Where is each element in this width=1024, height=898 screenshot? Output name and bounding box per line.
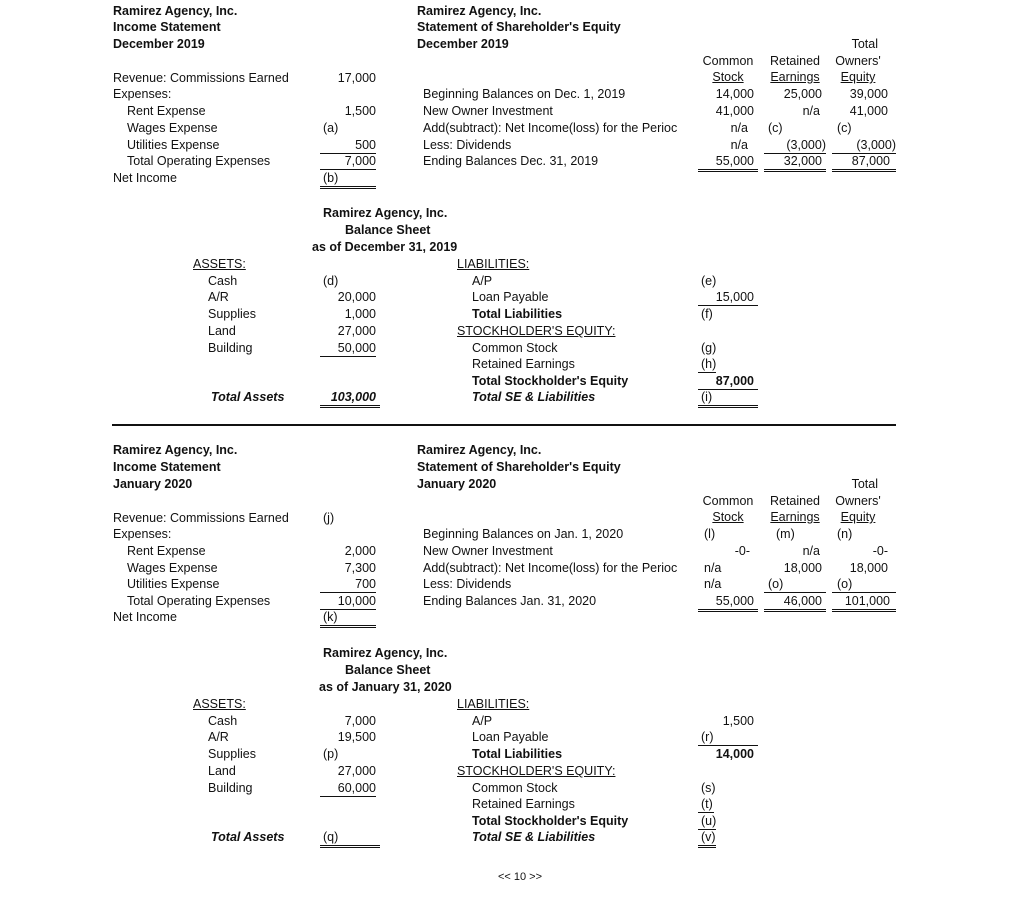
jan-bs-cs-label: Common Stock xyxy=(472,781,558,795)
jan-bs-assets-hdr: ASSETS: xyxy=(193,697,246,711)
jan-bs-total-liab-label: Total Liabilities xyxy=(472,747,563,761)
dec-se-row1-label: Beginning Balances on Dec. 1, 2019 xyxy=(423,87,626,101)
dec-is-net-label: Net Income xyxy=(113,171,177,185)
dec-se-row5-re: 32,000 xyxy=(764,154,826,172)
dec-se-row2-label: New Owner Investment xyxy=(423,104,553,118)
dec-bs-se-hdr: STOCKHOLDER'S EQUITY: xyxy=(457,324,616,338)
jan-bs-total-sel-label: Total SE & Liabilities xyxy=(472,830,596,844)
jan-is-total-value: 10,000 xyxy=(320,594,376,610)
jan-is-revenue-label: Revenue: Commissions Earned xyxy=(113,511,289,525)
dec-se-company: Ramirez Agency, Inc. xyxy=(417,4,542,18)
jan-se-row1-re: (m) xyxy=(776,527,795,541)
dec-se-row4-label: Less: Dividends xyxy=(423,138,512,152)
page-indicator[interactable]: << 10 >> xyxy=(497,871,543,883)
dec-se-row2-re: n/a xyxy=(802,104,820,118)
dec-se-hdr-stock: Stock xyxy=(712,70,744,84)
dec-bs-re-label: Retained Earnings xyxy=(472,357,575,371)
dec-bs-loan-label: Loan Payable xyxy=(472,290,549,304)
dec-se-row5-label: Ending Balances Dec. 31, 2019 xyxy=(423,154,599,168)
jan-se-title: Statement of Shareholder's Equity xyxy=(417,460,621,474)
jan-bs-ap-value: 1,500 xyxy=(722,714,754,728)
dec-bs-ap-label: A/P xyxy=(472,274,493,288)
jan-se-hdr-owners: Owners' xyxy=(835,494,881,508)
jan-is-utilities-label: Utilities Expense xyxy=(127,577,220,591)
jan-se-row3-re: 18,000 xyxy=(783,561,822,575)
dec-bs-cs-label: Common Stock xyxy=(472,341,558,355)
dec-is-total-label: Total Operating Expenses xyxy=(127,154,271,168)
jan-is-rent-label: Rent Expense xyxy=(127,544,206,558)
jan-se-hdr-stock: Stock xyxy=(712,510,744,524)
dec-bs-company: Ramirez Agency, Inc. xyxy=(323,206,448,220)
dec-is-expenses-label: Expenses: xyxy=(113,87,172,101)
dec-bs-supplies-label: Supplies xyxy=(208,307,256,321)
jan-bs-total-se-label: Total Stockholder's Equity xyxy=(472,814,629,828)
jan-se-hdr-common: Common xyxy=(702,494,754,508)
dec-bs-liab-hdr: LIABILITIES: xyxy=(457,257,530,271)
jan-se-row5-re: 46,000 xyxy=(764,594,826,612)
jan-bs-building-label: Building xyxy=(208,781,253,795)
jan-bs-building-value: 60,000 xyxy=(320,781,376,797)
jan-se-hdr-total: Total xyxy=(851,477,878,491)
jan-bs-supplies-value: (p) xyxy=(323,747,339,761)
jan-is-company: Ramirez Agency, Inc. xyxy=(113,443,238,457)
dec-se-row3-cs: n/a xyxy=(730,121,748,135)
jan-se-row4-cs: n/a xyxy=(704,577,722,591)
dec-se-hdr-retained: Retained xyxy=(769,54,821,68)
dec-se-row4-tot: (3,000) xyxy=(832,138,896,154)
dec-is-company: Ramirez Agency, Inc. xyxy=(113,4,238,18)
dec-bs-ar-label: A/R xyxy=(208,290,229,304)
jan-bs-ap-label: A/P xyxy=(472,714,493,728)
dec-bs-total-se-label: Total Stockholder's Equity xyxy=(472,374,629,388)
dec-bs-cs-value: (g) xyxy=(701,341,717,355)
dec-is-utilities-label: Utilities Expense xyxy=(127,138,220,152)
jan-se-row5-cs: 55,000 xyxy=(698,594,758,612)
jan-bs-land-label: Land xyxy=(208,764,236,778)
dec-is-utilities-value: 500 xyxy=(320,138,376,154)
dec-is-rent-value: 1,500 xyxy=(344,104,376,118)
dec-bs-cash-label: Cash xyxy=(208,274,238,288)
dec-se-row3-label: Add(subtract): Net Income(loss) for the Perioc xyxy=(423,121,678,135)
dec-se-hdr-equity: Equity xyxy=(840,70,876,84)
jan-se-row4-tot: (o) xyxy=(832,577,896,593)
dec-bs-building-label: Building xyxy=(208,341,253,355)
dec-bs-total-liab-label: Total Liabilities xyxy=(472,307,563,321)
dec-se-row3-tot: (c) xyxy=(837,121,852,135)
jan-bs-company: Ramirez Agency, Inc. xyxy=(323,646,448,660)
dec-is-period: December 2019 xyxy=(113,37,205,51)
jan-is-period: January 2020 xyxy=(113,477,193,491)
jan-bs-supplies-label: Supplies xyxy=(208,747,256,761)
jan-se-row1-cs: (l) xyxy=(704,527,716,541)
jan-se-row1-label: Beginning Balances on Jan. 1, 2020 xyxy=(423,527,624,541)
dec-se-hdr-owners: Owners' xyxy=(835,54,881,68)
jan-is-net-value: (k) xyxy=(320,610,376,628)
jan-se-row4-re: (o) xyxy=(764,577,826,593)
jan-bs-total-se-value: (u) xyxy=(698,814,716,830)
dec-se-row1-re: 25,000 xyxy=(783,87,822,101)
jan-bs-total-sel-value: (v) xyxy=(698,830,716,848)
dec-bs-loan-value: 15,000 xyxy=(698,290,758,306)
dec-bs-total-sel-value: (i) xyxy=(698,390,758,408)
jan-se-row3-tot: 18,000 xyxy=(849,561,888,575)
dec-se-hdr-earnings: Earnings xyxy=(770,70,820,84)
jan-bs-cash-value: 7,000 xyxy=(344,714,376,728)
dec-is-title: Income Statement xyxy=(113,20,221,34)
dec-is-wages-label: Wages Expense xyxy=(127,121,218,135)
dec-se-row1-cs: 14,000 xyxy=(715,87,754,101)
dec-bs-building-value: 50,000 xyxy=(320,341,376,357)
dec-se-row5-tot: 87,000 xyxy=(832,154,896,172)
dec-se-row3-re: (c) xyxy=(768,121,783,135)
dec-bs-supplies-value: 1,000 xyxy=(344,307,376,321)
dec-bs-total-assets-value: 103,000 xyxy=(320,390,380,408)
jan-bs-total-liab-value: 14,000 xyxy=(715,747,754,761)
jan-se-row4-label: Less: Dividends xyxy=(423,577,512,591)
jan-bs-cash-label: Cash xyxy=(208,714,238,728)
jan-bs-se-hdr: STOCKHOLDER'S EQUITY: xyxy=(457,764,616,778)
dec-is-net-value: (b) xyxy=(320,171,376,189)
dec-bs-ap-value: (e) xyxy=(701,274,717,288)
dec-bs-title: Balance Sheet xyxy=(345,223,431,237)
dec-bs-total-liab-value: (f) xyxy=(701,307,713,321)
jan-bs-loan-value: (r) xyxy=(698,730,758,746)
jan-se-hdr-earnings: Earnings xyxy=(770,510,820,524)
dec-se-hdr-total: Total xyxy=(851,37,878,51)
jan-se-company: Ramirez Agency, Inc. xyxy=(417,443,542,457)
jan-is-net-label: Net Income xyxy=(113,610,177,624)
jan-is-wages-label: Wages Expense xyxy=(127,561,218,575)
dec-bs-asof: as of December 31, 2019 xyxy=(312,240,458,254)
jan-se-row5-label: Ending Balances Jan. 31, 2020 xyxy=(423,594,597,608)
jan-bs-re-value: (t) xyxy=(698,797,714,813)
jan-se-hdr-equity: Equity xyxy=(840,510,876,524)
jan-se-row3-label: Add(subtract): Net Income(loss) for the Perioc xyxy=(423,561,678,575)
dec-bs-re-value: (h) xyxy=(698,357,716,373)
dec-bs-land-label: Land xyxy=(208,324,236,338)
jan-se-row5-tot: 101,000 xyxy=(832,594,896,612)
jan-se-row2-tot: -0- xyxy=(872,544,888,558)
jan-bs-ar-value: 19,500 xyxy=(337,730,376,744)
jan-is-title: Income Statement xyxy=(113,460,221,474)
jan-is-wages-value: 7,300 xyxy=(344,561,376,575)
section-divider xyxy=(112,424,896,426)
jan-bs-total-assets-label: Total Assets xyxy=(211,830,285,844)
dec-se-row1-tot: 39,000 xyxy=(849,87,888,101)
dec-is-total-value: 7,000 xyxy=(320,154,376,170)
jan-se-period: January 2020 xyxy=(417,477,497,491)
jan-bs-total-assets-value: (q) xyxy=(320,830,380,848)
dec-is-revenue-value: 17,000 xyxy=(337,71,376,85)
dec-is-revenue-label: Revenue: Commissions Earned xyxy=(113,71,289,85)
jan-bs-ar-label: A/R xyxy=(208,730,229,744)
dec-se-row4-re: (3,000) xyxy=(764,138,826,154)
jan-bs-asof: as of January 31, 2020 xyxy=(319,680,452,694)
jan-bs-cs-value: (s) xyxy=(701,781,716,795)
dec-se-row2-tot: 41,000 xyxy=(849,104,888,118)
jan-bs-liab-hdr: LIABILITIES: xyxy=(457,697,530,711)
jan-se-row1-tot: (n) xyxy=(837,527,853,541)
dec-se-hdr-common: Common xyxy=(702,54,754,68)
jan-bs-land-value: 27,000 xyxy=(337,764,376,778)
dec-se-row5-cs: 55,000 xyxy=(698,154,758,172)
dec-bs-land-value: 27,000 xyxy=(337,324,376,338)
dec-se-row2-cs: 41,000 xyxy=(715,104,754,118)
jan-is-total-label: Total Operating Expenses xyxy=(127,594,271,608)
jan-se-row2-cs: -0- xyxy=(734,544,750,558)
jan-is-utilities-value: 700 xyxy=(320,577,376,593)
jan-se-row3-cs: n/a xyxy=(704,561,722,575)
jan-is-rent-value: 2,000 xyxy=(344,544,376,558)
jan-is-revenue-value: (j) xyxy=(323,511,335,525)
dec-bs-assets-hdr: ASSETS: xyxy=(193,257,246,271)
dec-se-period: December 2019 xyxy=(417,37,509,51)
jan-se-hdr-retained: Retained xyxy=(769,494,821,508)
dec-bs-cash-value: (d) xyxy=(323,274,339,288)
jan-bs-title: Balance Sheet xyxy=(345,663,431,677)
dec-bs-total-sel-label: Total SE & Liabilities xyxy=(472,390,596,404)
dec-bs-ar-value: 20,000 xyxy=(337,290,376,304)
dec-se-row4-cs: n/a xyxy=(730,138,748,152)
jan-bs-re-label: Retained Earnings xyxy=(472,797,575,811)
dec-se-title: Statement of Shareholder's Equity xyxy=(417,20,621,34)
dec-bs-total-se-value: 87,000 xyxy=(698,374,758,390)
jan-bs-loan-label: Loan Payable xyxy=(472,730,549,744)
dec-bs-total-assets-label: Total Assets xyxy=(211,390,285,404)
jan-se-row2-label: New Owner Investment xyxy=(423,544,553,558)
dec-is-wages-value: (a) xyxy=(323,121,339,135)
jan-is-expenses-label: Expenses: xyxy=(113,527,172,541)
jan-se-row2-re: n/a xyxy=(802,544,820,558)
dec-is-rent-label: Rent Expense xyxy=(127,104,206,118)
